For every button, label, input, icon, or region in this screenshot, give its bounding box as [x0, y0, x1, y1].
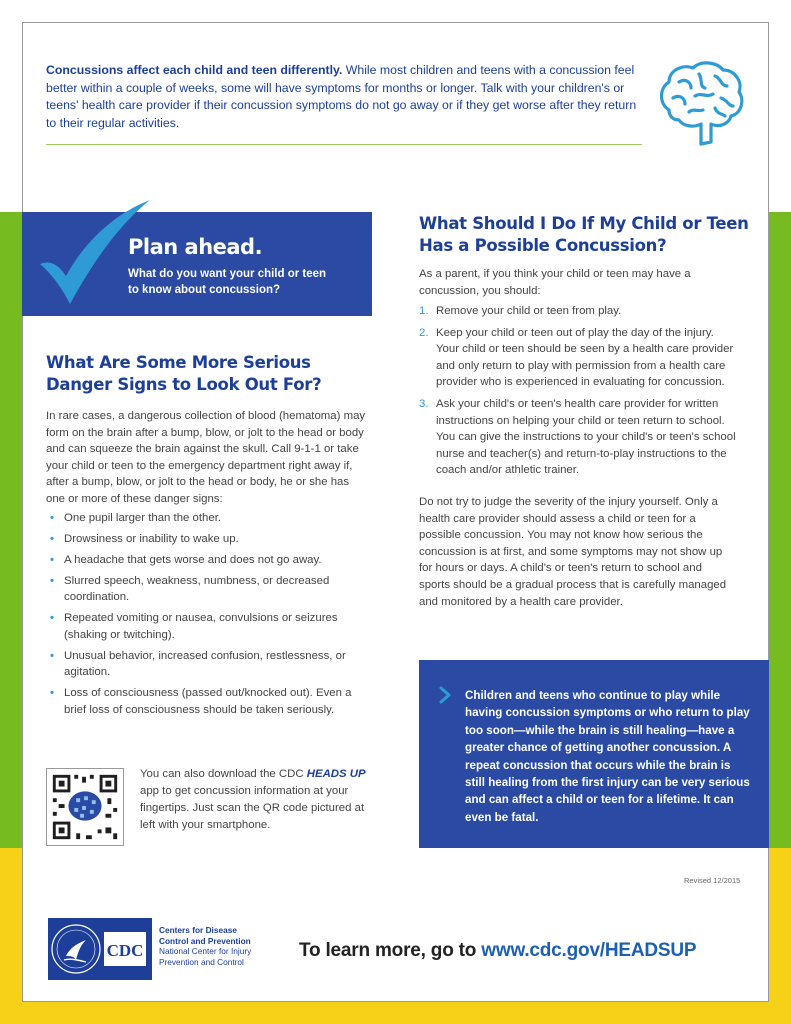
danger-intro: In rare cases, a dangerous collection of blood (hematoma) may form on the brain after a bump, blow, or jolt to the head or body and can squeeze the brain against the skull. Call 9-1-1 or take your child or teen to the emergency department right away if, after a bump, blow, or jolt to the head or body, he or she has one or more of these danger signs: [46, 410, 366, 505]
list-item: • Repeated vomiting or nausea, convulsions or seizures (shaking or twitching). [50, 612, 338, 641]
step-number: 3. [419, 397, 429, 410]
steps-list [419, 303, 737, 484]
list-item: 1. Remove your child or teen from play. [419, 303, 737, 320]
list-item: • A headache that gets worse and does not go away. [46, 552, 368, 569]
warning-callout [419, 660, 769, 848]
list-item: • Slurred speech, weakness, numbness, or decreased coordination. [50, 574, 330, 604]
step-number: 1. [419, 305, 429, 317]
list-item: • One pupil larger than the other. [46, 510, 368, 527]
cdc-org-name: Centers for Disease Control and Prevention National Center for Injury Prevention and Control [159, 925, 252, 967]
bullet-icon: • [50, 687, 54, 700]
list-item: • Unusual behavior, increased confusion, restlessness, or agitation. [50, 649, 346, 679]
bullet-icon: • [50, 553, 54, 566]
severity-paragraph: Do not try to judge the severity of the injury yourself. Only a health care provider should assess a child or teen for a possible concussion. You may not know how serious the concussion is at first, and some symptoms may not show up for hours or days. A child's or teen's return to school and sports should be a gradual process that is carefully managed and monitored by a health care provider. [419, 496, 727, 608]
bullet-icon: • [50, 649, 54, 662]
hhs-seal [48, 918, 152, 980]
list-item: 2. Keep your child or teen out of play the day of the injury. Your child or teen should be seen by a health care provider and only return to play with permission from a health care provider who is experienced in evaluating for concussion. [419, 326, 734, 389]
app-download-text: You can also download the CDC HEADS UP app to get concussion information at your fingertips. Just scan the QR code pictured at left with your smartphone. [140, 768, 366, 831]
bullet-icon: • [50, 574, 54, 587]
danger-signs-list [46, 510, 368, 723]
step-number: 2. [419, 326, 429, 339]
intro-lead: Concussions affect each child and teen differently. [46, 63, 343, 77]
checkmark-icon [36, 198, 154, 310]
list-item: • Loss of consciousness (passed out/knocked out). Even a brief loss of consciousness should be taken seriously. [50, 687, 352, 716]
learn-more-line: To learn more, go to www.cdc.gov/HEADSUP [299, 940, 697, 961]
bullet-icon: • [50, 512, 54, 524]
list-item: 3. Ask your child's or teen's health care provider for written instructions on helping your child or teen return to school. You can give the instructions to your child's or teen's school nurse and teacher(s) and return-to-play instructions to the coach and/or athletic trainer. [419, 397, 736, 477]
bullet-icon: • [50, 532, 54, 545]
plan-title: Plan ahead. [128, 235, 263, 259]
list-item: • Drowsiness or inability to wake up. [46, 531, 368, 548]
qr-code [46, 768, 124, 846]
intro-text: While most children and teens with a concussion feel better within a couple of weeks, some will have symptoms for months or longer. Talk with your children's or teens' health care provider if their concussion symptoms do not go away or if they get worse after they return to their regular activities. [46, 63, 637, 130]
chevron-right-icon [439, 686, 451, 704]
danger-signs-heading: What Are Some More Serious Danger Signs to Look Out For? [46, 353, 322, 394]
headsup-link[interactable]: www.cdc.gov/HEADSUP [481, 940, 697, 961]
bullet-icon: • [50, 612, 54, 625]
intro-divider [46, 144, 642, 145]
intro-paragraph [46, 62, 642, 132]
plan-subtitle: What do you want your child or teen to know about concussion? [128, 268, 327, 296]
callout-text: Children and teens who continue to play while having concussion symptoms or who return to play too soon—while the brain is still healing—have a greater chance of getting another concussion. A repeat concussion that occurs while the brain is still healing from the first injury can be very serious and can affect a child or teen for a lifetime. It can even be fatal. [465, 689, 750, 824]
what-intro: As a parent, if you think your child or teen may have a concussion, you should: [419, 268, 691, 297]
revised-date: Revised 12/2015 [684, 876, 741, 885]
heads-up-brand: HEADS UP [306, 768, 366, 780]
brain-icon [655, 58, 747, 148]
cdc-logo: CDC [106, 941, 144, 960]
what-to-do-heading: What Should I Do If My Child or Teen Has a Possible Concussion? [419, 214, 749, 255]
